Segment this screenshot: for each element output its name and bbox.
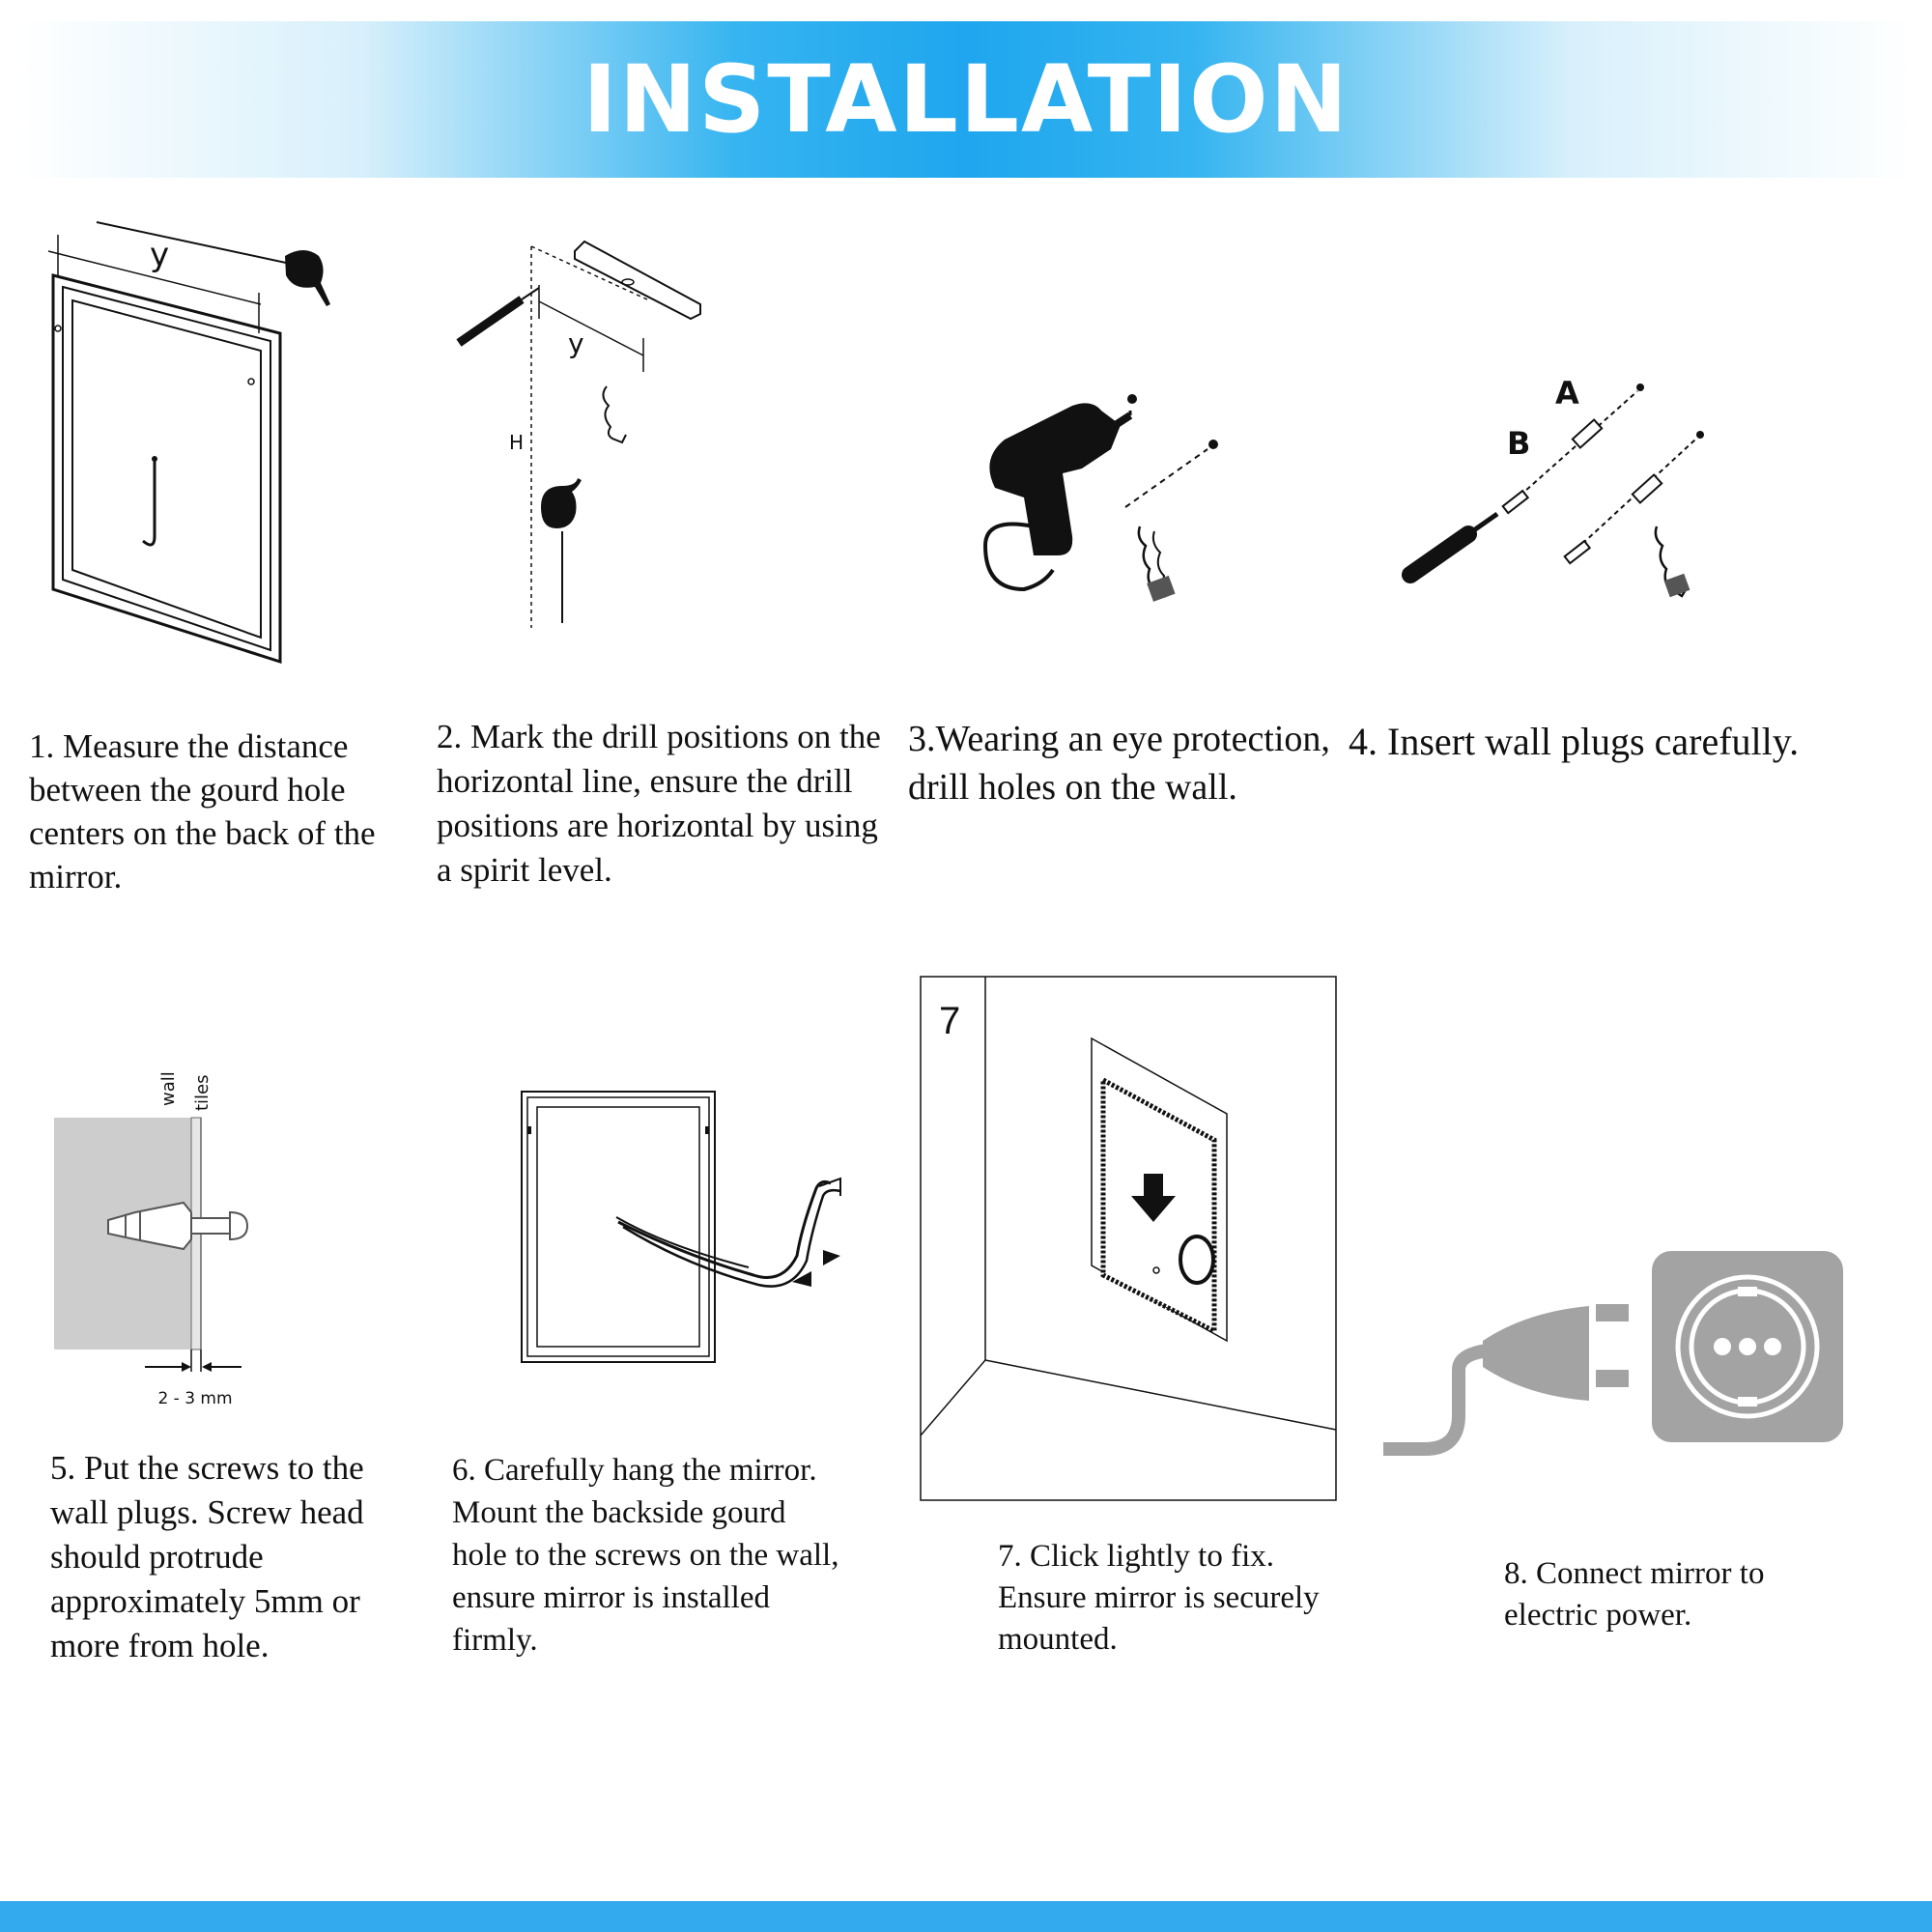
step-1-text: 1. Measure the distance between the gourd hole centers on the back of the mirror.	[29, 727, 376, 895]
header-banner	[19, 21, 1913, 178]
step-7-number-label: 7	[939, 1000, 961, 1042]
step-3-illustration	[966, 382, 1246, 633]
step-5-text: 5. Put the screws to the wall plugs. Screw head should protrude approximately 5mm or more from hole.	[50, 1449, 364, 1664]
step-2-h-label: H	[509, 431, 525, 454]
step-4-illustration	[1401, 362, 1719, 633]
step-7-text: 7. Click lightly to fix. Ensure mirror is securely mounted.	[998, 1539, 1320, 1657]
step-4-text: 4. Insert wall plugs carefully.	[1349, 720, 1800, 763]
tiles-label: tiles	[192, 1074, 213, 1111]
footer-bar	[0, 1901, 1932, 1932]
step-4-label-a: A	[1555, 375, 1579, 412]
hang-mirror-cable-icon	[512, 1082, 860, 1372]
step-6-text: 6. Carefully hang the mirror. Mount the backside gourd hole to the screws on the wall, ensure mirror is installed firmly.	[452, 1453, 839, 1658]
wall-plug-insert-icon	[1401, 362, 1719, 633]
step-2-y-label: y	[568, 327, 584, 359]
step-5-illustration	[48, 1058, 299, 1415]
tape-measure-mirror-back-icon	[19, 208, 348, 671]
page-title: INSTALLATION	[582, 45, 1350, 154]
screw-wall-plug-section-icon	[48, 1058, 299, 1415]
spirit-level-marking-icon	[454, 232, 724, 638]
step-1-y-label: y	[150, 236, 170, 274]
step-7-illustration	[920, 976, 1337, 1501]
power-drill-icon	[966, 382, 1246, 633]
step-4-label-b: B	[1507, 425, 1531, 462]
step-2-text: 2. Mark the drill positions on the horizontal line, ensure the drill positions are horizontal by using a spirit level.	[437, 718, 881, 889]
plug-socket-icon	[1381, 1246, 1845, 1468]
step-1-illustration	[19, 208, 348, 671]
step-3-text: 3.Wearing an eye protection, drill holes on the wall.	[908, 719, 1330, 808]
step-6-illustration	[512, 1082, 860, 1372]
mounted-mirror-wall-icon	[920, 976, 1337, 1501]
step-8-text: 8. Connect mirror to electric power.	[1504, 1556, 1765, 1633]
gap-label: 2 - 3 mm	[157, 1389, 233, 1408]
step-8-illustration	[1381, 1246, 1845, 1468]
step-2-illustration	[454, 232, 724, 638]
wall-label: wall	[158, 1071, 179, 1106]
